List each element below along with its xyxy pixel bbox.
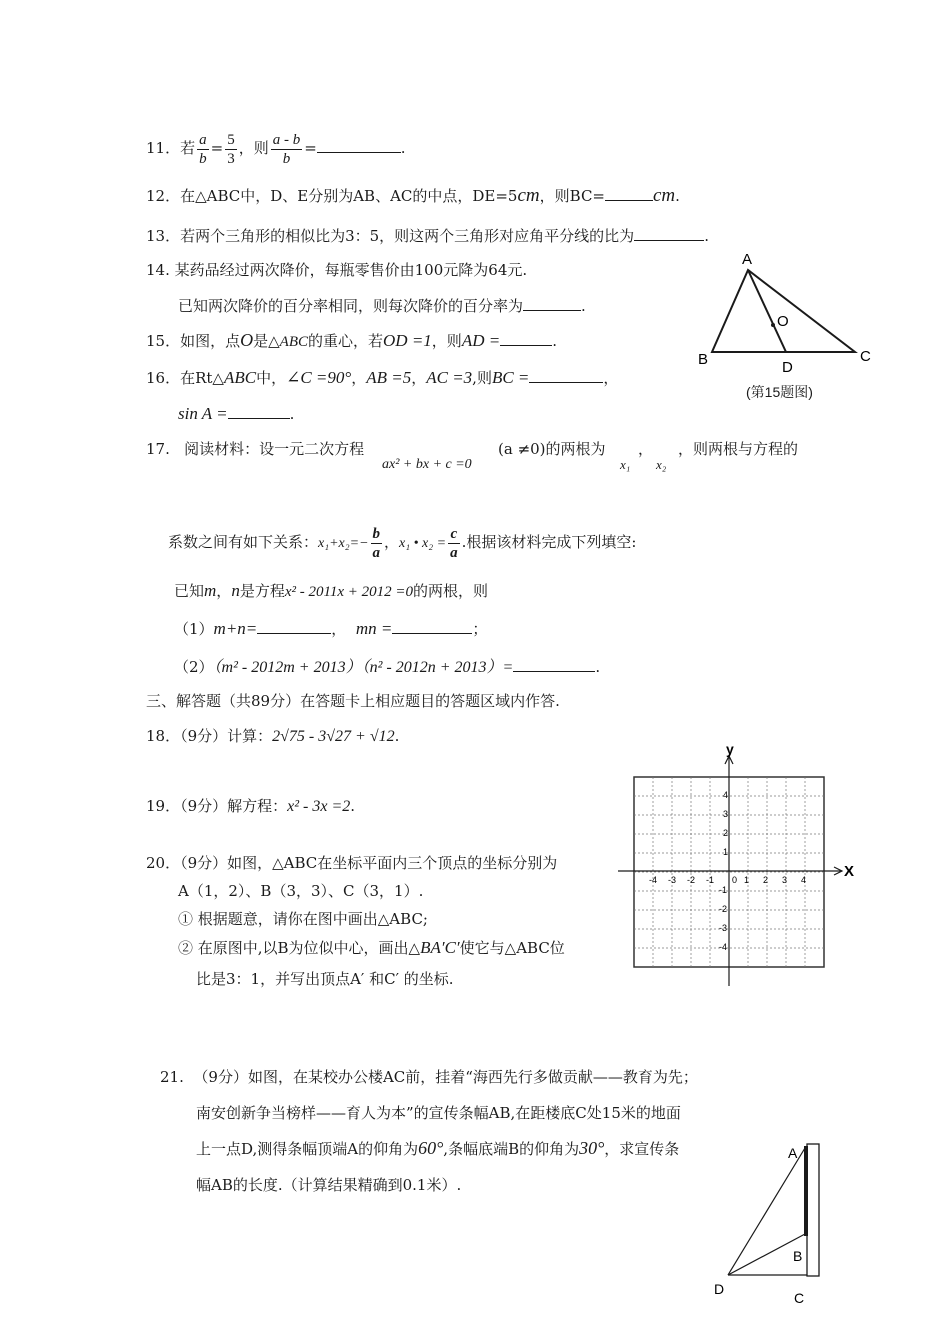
x-tick-label: -4: [649, 875, 658, 885]
label-b: B: [793, 1248, 803, 1264]
q17-x1: x₁: [620, 457, 631, 472]
question-20-line2: A（1，2）、B（3，3）、C（3，1）.: [178, 882, 424, 900]
q17-condition: (a ≠0)的两根为: [498, 440, 606, 458]
answer-blank[interactable]: [228, 402, 290, 419]
question-17-line3: 已知m，n是方程x² - 2011x + 2012 =0的两根，则: [174, 581, 489, 600]
x-tick-label: 3: [782, 875, 788, 885]
label-a: A: [742, 251, 753, 268]
fraction-c-over-a: $\frac{c}{a}$: [450, 525, 458, 561]
x-axis-label: X: [844, 863, 855, 880]
question-14: 14. 某药品经过两次降价，每瓶零售价由100元降为64元.: [146, 261, 528, 279]
question-15: 15．如图，点O是△ABC的重心，若OD =1，则AD = .: [146, 330, 557, 350]
question-18: 18．（9分）计算：2√75 - 3√27 + √12.: [146, 727, 400, 745]
question-21-line4: 幅AB的长度.（计算结果精确到0.1米）.: [196, 1176, 462, 1194]
label-c: C: [794, 1290, 805, 1306]
answer-blank[interactable]: [523, 294, 581, 311]
x-tick-label: 1: [744, 875, 750, 885]
question-21-line3: 上一点D,测得条幅顶端A的仰角为60°,条幅底端B的仰角为30°，求宣传条: [196, 1138, 680, 1158]
label-d: D: [782, 359, 793, 376]
q17-x2: x₂: [656, 457, 667, 472]
y-tick-label: 1: [723, 847, 729, 857]
q17-post: ，则两根与方程的: [678, 440, 799, 458]
x-tick-label: -3: [668, 875, 677, 885]
figure-15-triangle: [690, 250, 890, 380]
centroid-point: [771, 323, 775, 327]
label-a: A: [788, 1145, 798, 1161]
y-tick-label: 3: [723, 809, 729, 819]
q17-equation: ax² + bx + c =0: [382, 457, 472, 472]
x-tick-label: -2: [687, 875, 696, 885]
question-20-line5: 比是3：1，并写出顶点A′ 和C′ 的坐标.: [196, 970, 454, 988]
building-ac: [807, 1144, 819, 1276]
question-17: 17. 阅读材料：设一元二次方程: [146, 440, 365, 458]
answer-blank[interactable]: [634, 224, 704, 241]
answer-blank[interactable]: [317, 136, 401, 153]
figure-21-building: [700, 1140, 840, 1310]
answer-blank[interactable]: [392, 617, 472, 634]
question-20-line4: ② 在原图中,以B为位似中心，画出△BA′C′使它与△ABC位: [178, 938, 565, 957]
fraction-a-minus-b-over-b: $\frac{a - b}{b}$: [272, 131, 301, 167]
origin-label: 0: [732, 875, 738, 885]
section-3-heading: 三、解答题（共89分）在答题卡上相应题目的答题区域内作答.: [146, 692, 560, 710]
question-11: 11．若 $\frac{a}{b}$ = $\frac{5}{3}$ ，则 $\frac{a - b}{b}$ = .: [146, 131, 406, 167]
triangle-abc: [712, 270, 855, 352]
label-o: O: [777, 313, 789, 330]
y-axis-label: y: [726, 741, 734, 757]
answer-blank[interactable]: [257, 617, 331, 634]
question-20-line3: ① 根据题意，请你在图中画出△ABC;: [178, 910, 428, 928]
x-tick-label: 4: [801, 875, 807, 885]
y-tick-label: 2: [723, 828, 729, 838]
question-21: 21. （9分）如图，在某校办公楼AC前，挂着“海西先行多做贡献——教育为先；: [160, 1068, 698, 1086]
y-tick-label: -3: [719, 923, 728, 933]
answer-blank[interactable]: [500, 329, 552, 346]
q17-sep: ，: [638, 440, 654, 458]
question-14-line2: 已知两次降价的百分率相同，则每次降价的百分率为 .: [178, 294, 586, 317]
question-17-line2: 系数之间有如下关系：x₁+x₂=− $\frac{b}{a}$ ，x₁ • x₂ = $\frac{c}{a}$ .根据该材料完成下列填空:: [168, 525, 637, 561]
answer-blank[interactable]: [605, 184, 653, 201]
answer-blank[interactable]: [529, 366, 603, 383]
question-17-part2: （2）（m² - 2012m + 2013）（n² - 2012n + 2013）= .: [174, 655, 600, 679]
fraction-a-over-b: $\frac{a}{b}$: [199, 131, 207, 167]
label-b: B: [698, 351, 709, 368]
y-tick-label: -4: [719, 942, 728, 952]
question-16: 16．在Rt△ABC中，∠C =90°，AB =5，AC =3,则BC = ，: [146, 368, 619, 387]
question-17-part1: （1）m+n= ， mn = ；: [174, 619, 488, 638]
coordinate-grid: [610, 740, 860, 990]
question-21-line2: 南安创新争当榜样——育人为本”的宣传条幅AB,在距楼底C处15米的地面: [196, 1104, 681, 1122]
answer-blank[interactable]: [513, 655, 595, 672]
y-tick-label: -1: [719, 885, 728, 895]
fraction-5-over-3: $\frac{5}{3}$: [227, 131, 235, 167]
label-c: C: [860, 348, 871, 365]
question-16-line2: sin A = .: [178, 404, 295, 423]
fraction-b-over-a: $\frac{b}{a}$: [372, 525, 381, 561]
question-19: 19．（9分）解方程：x² - 3x =2.: [146, 797, 356, 815]
label-d: D: [714, 1281, 725, 1297]
y-tick-label: -2: [719, 904, 728, 914]
median-ad: [748, 270, 786, 352]
question-12: 12．在△ABC中，D、E分别为AB、AC的中点，DE=5cm，则BC= cm.: [146, 185, 680, 206]
x-tick-label: -1: [706, 875, 715, 885]
x-tick-label: 2: [763, 875, 769, 885]
question-13: 13．若两个三角形的相似比为3：5，则这两个三角形对应角平分线的比为 .: [146, 224, 709, 247]
figure-15-caption: (第15题图): [746, 384, 813, 400]
y-tick-label: 4: [723, 790, 729, 800]
question-20: 20．（9分）如图，△ABC在坐标平面内三个顶点的坐标分别为: [146, 854, 558, 872]
